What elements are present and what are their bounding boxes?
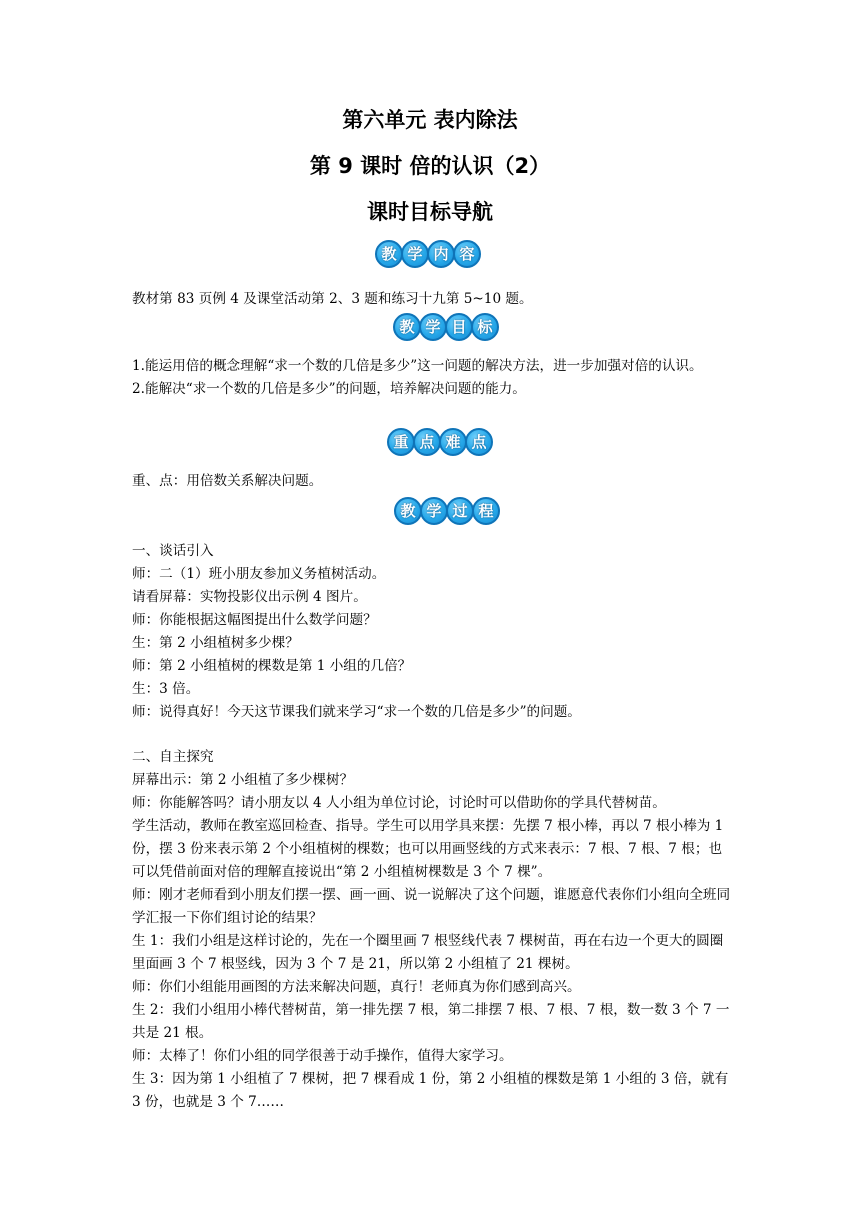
badge-char: 重 (387, 428, 415, 456)
badge-char: 程 (472, 497, 500, 525)
dialogue-line: 师：第 2 小组植树的棵数是第 1 小组的几倍？ (132, 658, 412, 674)
unit-title: 第六单元 表内除法 (342, 108, 518, 132)
badge-char: 过 (446, 497, 474, 525)
dialogue-line: 生 2：我们小组用小棒代替树苗，第一排先摆 7 根，第二排摆 7 根、7 根、7 根，数一数 3 个 7 一共是 21 根。 (132, 1002, 730, 1041)
dialogue-line: 师：太棒了！你们小组的同学很善于动手操作，值得大家学习。 (132, 1048, 513, 1064)
lesson-title: 第 9 课时 倍的认识（2） (309, 154, 551, 178)
section-explore (132, 746, 732, 1114)
dialogue-line: 请看屏幕：实物投影仪出示例 4 图片。 (132, 589, 367, 605)
dialogue-line: 师：二（1）班小朋友参加义务植树活动。 (132, 566, 386, 582)
teaching-goals-text (132, 355, 732, 401)
badge-char: 教 (375, 240, 403, 268)
badge-char: 学 (420, 497, 448, 525)
section-heading: 一、谈话引入 (132, 543, 214, 559)
teaching-goals-badge (393, 313, 499, 341)
dialogue-line: 师：说得真好！今天这节课我们就来学习“求一个数的几倍是多少”的问题。 (132, 704, 581, 720)
dialogue-line: 生：3 倍。 (132, 681, 200, 697)
dialogue-line: 生 3：因为第 1 小组植了 7 棵树，把 7 棵看成 1 份，第 2 小组植的棵数是第 1 小组的 3 倍，就有 3 份，也就是 3 个 7…… (132, 1071, 729, 1110)
badge-char: 学 (401, 240, 429, 268)
badge-char: 教 (394, 497, 422, 525)
badge-char: 标 (471, 313, 499, 341)
badge-char: 点 (465, 428, 493, 456)
dialogue-line: 师：刚才老师看到小朋友们摆一摆、画一画、说一说解决了这个问题，谁愿意代表你们小组向全班同学汇报一下你们组讨论的结果？ (132, 887, 731, 926)
badge-char: 容 (453, 240, 481, 268)
teaching-content-text (132, 288, 732, 311)
badge-char: 点 (413, 428, 441, 456)
dialogue-line: 生 1：我们小组是这样讨论的，先在一个圈里画 7 根竖线代表 7 棵树苗，再在右边一个更大的圆圈里面画 3 个 7 根竖线，因为 3 个 7 是 21，所以第 2 小组植了 21 棵树。 (132, 933, 724, 972)
teaching-process-badge (394, 497, 500, 525)
section-intro (132, 540, 732, 724)
dialogue-line: 屏幕出示：第 2 小组植了多少棵树？ (132, 772, 354, 788)
dialogue-line: 师：你能根据这幅图提出什么数学问题？ (132, 612, 377, 628)
dialogue-line: 学生活动，教师在教室巡回检查、指导。学生可以用学具来摆：先摆 7 根小棒，再以 7 根小棒为 1 份，摆 3 份来表示第 2 个小组植树的棵数；也可以用画竖线的方式来表示：7 根、7 根、7 根；也可以凭借前面对倍的理解直接说出“第 2 小组植树棵数是 3 个 7 棵”。 (132, 818, 724, 880)
dialogue-line: 师：你能解答吗？请小朋友以 4 人小组为单位讨论，讨论时可以借助你的学具代替树苗。 (132, 795, 666, 811)
goal-item: 2.能解决“求一个数的几倍是多少”的问题，培养解决问题的能力。 (132, 381, 526, 397)
badge-char: 教 (393, 313, 421, 341)
guide-title: 课时目标导航 (367, 200, 493, 224)
badge-char: 内 (427, 240, 455, 268)
section-heading: 二、自主探究 (132, 749, 214, 765)
dialogue-line: 生：第 2 小组植树多少棵？ (132, 635, 299, 651)
badge-char: 目 (445, 313, 473, 341)
key-points-text (132, 470, 732, 493)
key-points-badge (387, 428, 493, 456)
badge-char: 学 (419, 313, 447, 341)
teaching-content-badge (375, 240, 481, 268)
key-paragraph: 重、点：用倍数关系解决问题。 (132, 473, 323, 489)
dialogue-line: 师：你们小组能用画图的方法来解决问题，真行！老师真为你们感到高兴。 (132, 979, 581, 995)
goal-item: 1.能运用倍的概念理解“求一个数的几倍是多少”这一问题的解决方法，进一步加强对倍的认识。 (132, 358, 703, 374)
badge-char: 难 (439, 428, 467, 456)
content-paragraph: 教材第 83 页例 4 及课堂活动第 2、3 题和练习十九第 5~10 题。 (132, 291, 533, 307)
